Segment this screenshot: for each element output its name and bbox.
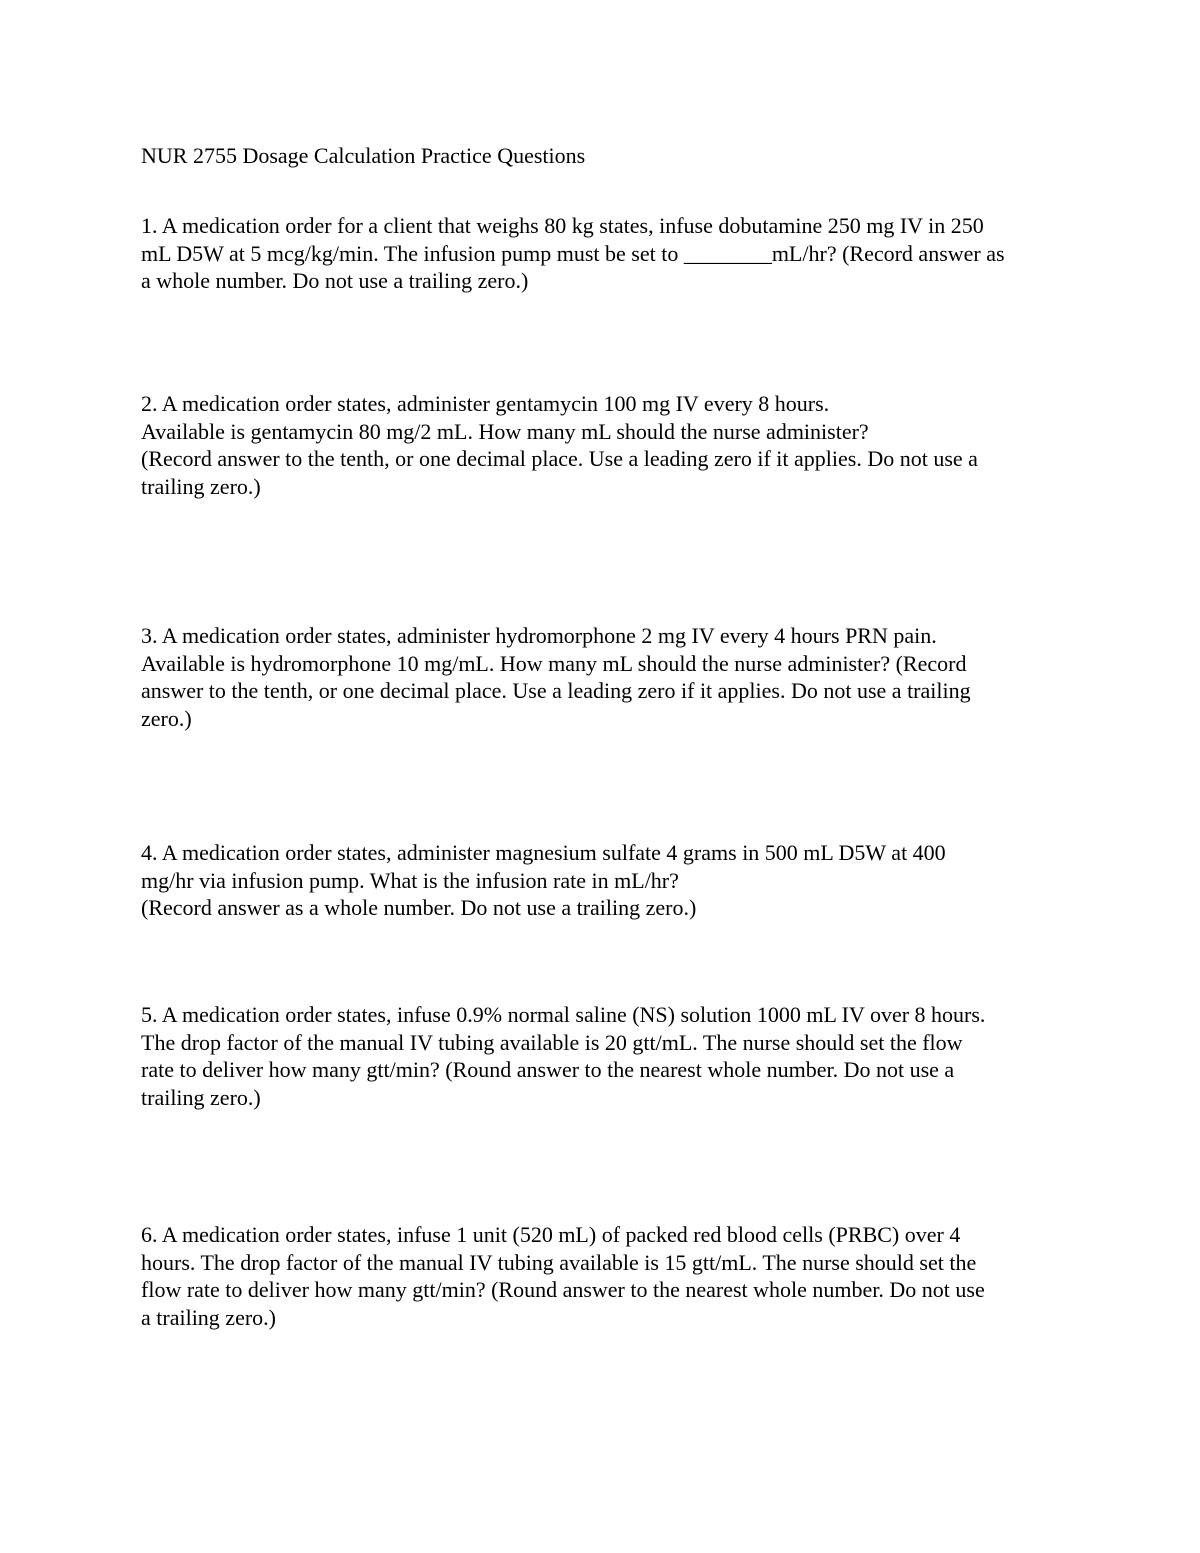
question-1 [141,212,1071,295]
question-line: The drop factor of the manual IV tubing available is 20 gtt/mL. The nurse should set the flow [141,1029,963,1055]
question-line: 6. A medication order states, infuse 1 unit (520 mL) of packed red blood cells (PRBC) over 4 [141,1222,961,1247]
question-line: Available is gentamycin 80 mg/2 mL. How many mL should the nurse administer? [141,418,869,444]
question-4 [141,839,1071,922]
question-line: (Record answer to the tenth, or one decimal place. Use a leading zero if it applies. Do not use a [141,446,978,471]
question-line: mL D5W at 5 mcg/kg/min. The infusion pump must be set to ________mL/hr? (Record answer as [141,240,1005,266]
question-line: 5. A medication order states, infuse 0.9% normal saline (NS) solution 1000 mL IV over 8 hours. [141,1002,986,1027]
question-line: zero.) [141,705,192,731]
question-line: trailing zero.) [141,473,261,499]
question-3 [141,622,1071,732]
question-line: a trailing zero.) [141,1304,276,1330]
question-line: 3. A medication order states, administer hydromorphone 2 mg IV every 4 hours PRN pain. [141,623,937,648]
question-2 [141,390,1071,500]
question-line: hours. The drop factor of the manual IV tubing available is 15 gtt/mL. The nurse should set the [141,1249,977,1275]
document-title: NUR 2755 Dosage Calculation Practice Questions [141,143,586,168]
question-line: a whole number. Do not use a trailing zero.) [141,268,529,293]
question-line: answer to the tenth, or one decimal place. Use a leading zero if it applies. Do not use a trailing [141,678,971,703]
question-line: (Record answer as a whole number. Do not use a trailing zero.) [141,895,697,920]
question-line: Available is hydromorphone 10 mg/mL. How many mL should the nurse administer? (Record [141,650,967,676]
question-line: 1. A medication order for a client that weighs 80 kg states, infuse dobutamine 250 mg IV in 250 [141,213,984,238]
question-line: rate to deliver how many gtt/min? (Round answer to the nearest whole number. Do not use a [141,1057,955,1082]
question-5 [141,1001,1071,1111]
question-6 [141,1221,1071,1331]
question-line: flow rate to deliver how many gtt/min? (Round answer to the nearest whole number. Do not use [141,1277,985,1302]
question-line: 4. A medication order states, administer magnesium sulfate 4 grams in 500 mL D5W at 400 [141,840,946,865]
question-line: 2. A medication order states, administer gentamycin 100 mg IV every 8 hours. [141,391,830,416]
question-line: trailing zero.) [141,1084,261,1110]
question-line: mg/hr via infusion pump. What is the infusion rate in mL/hr? [141,867,679,893]
